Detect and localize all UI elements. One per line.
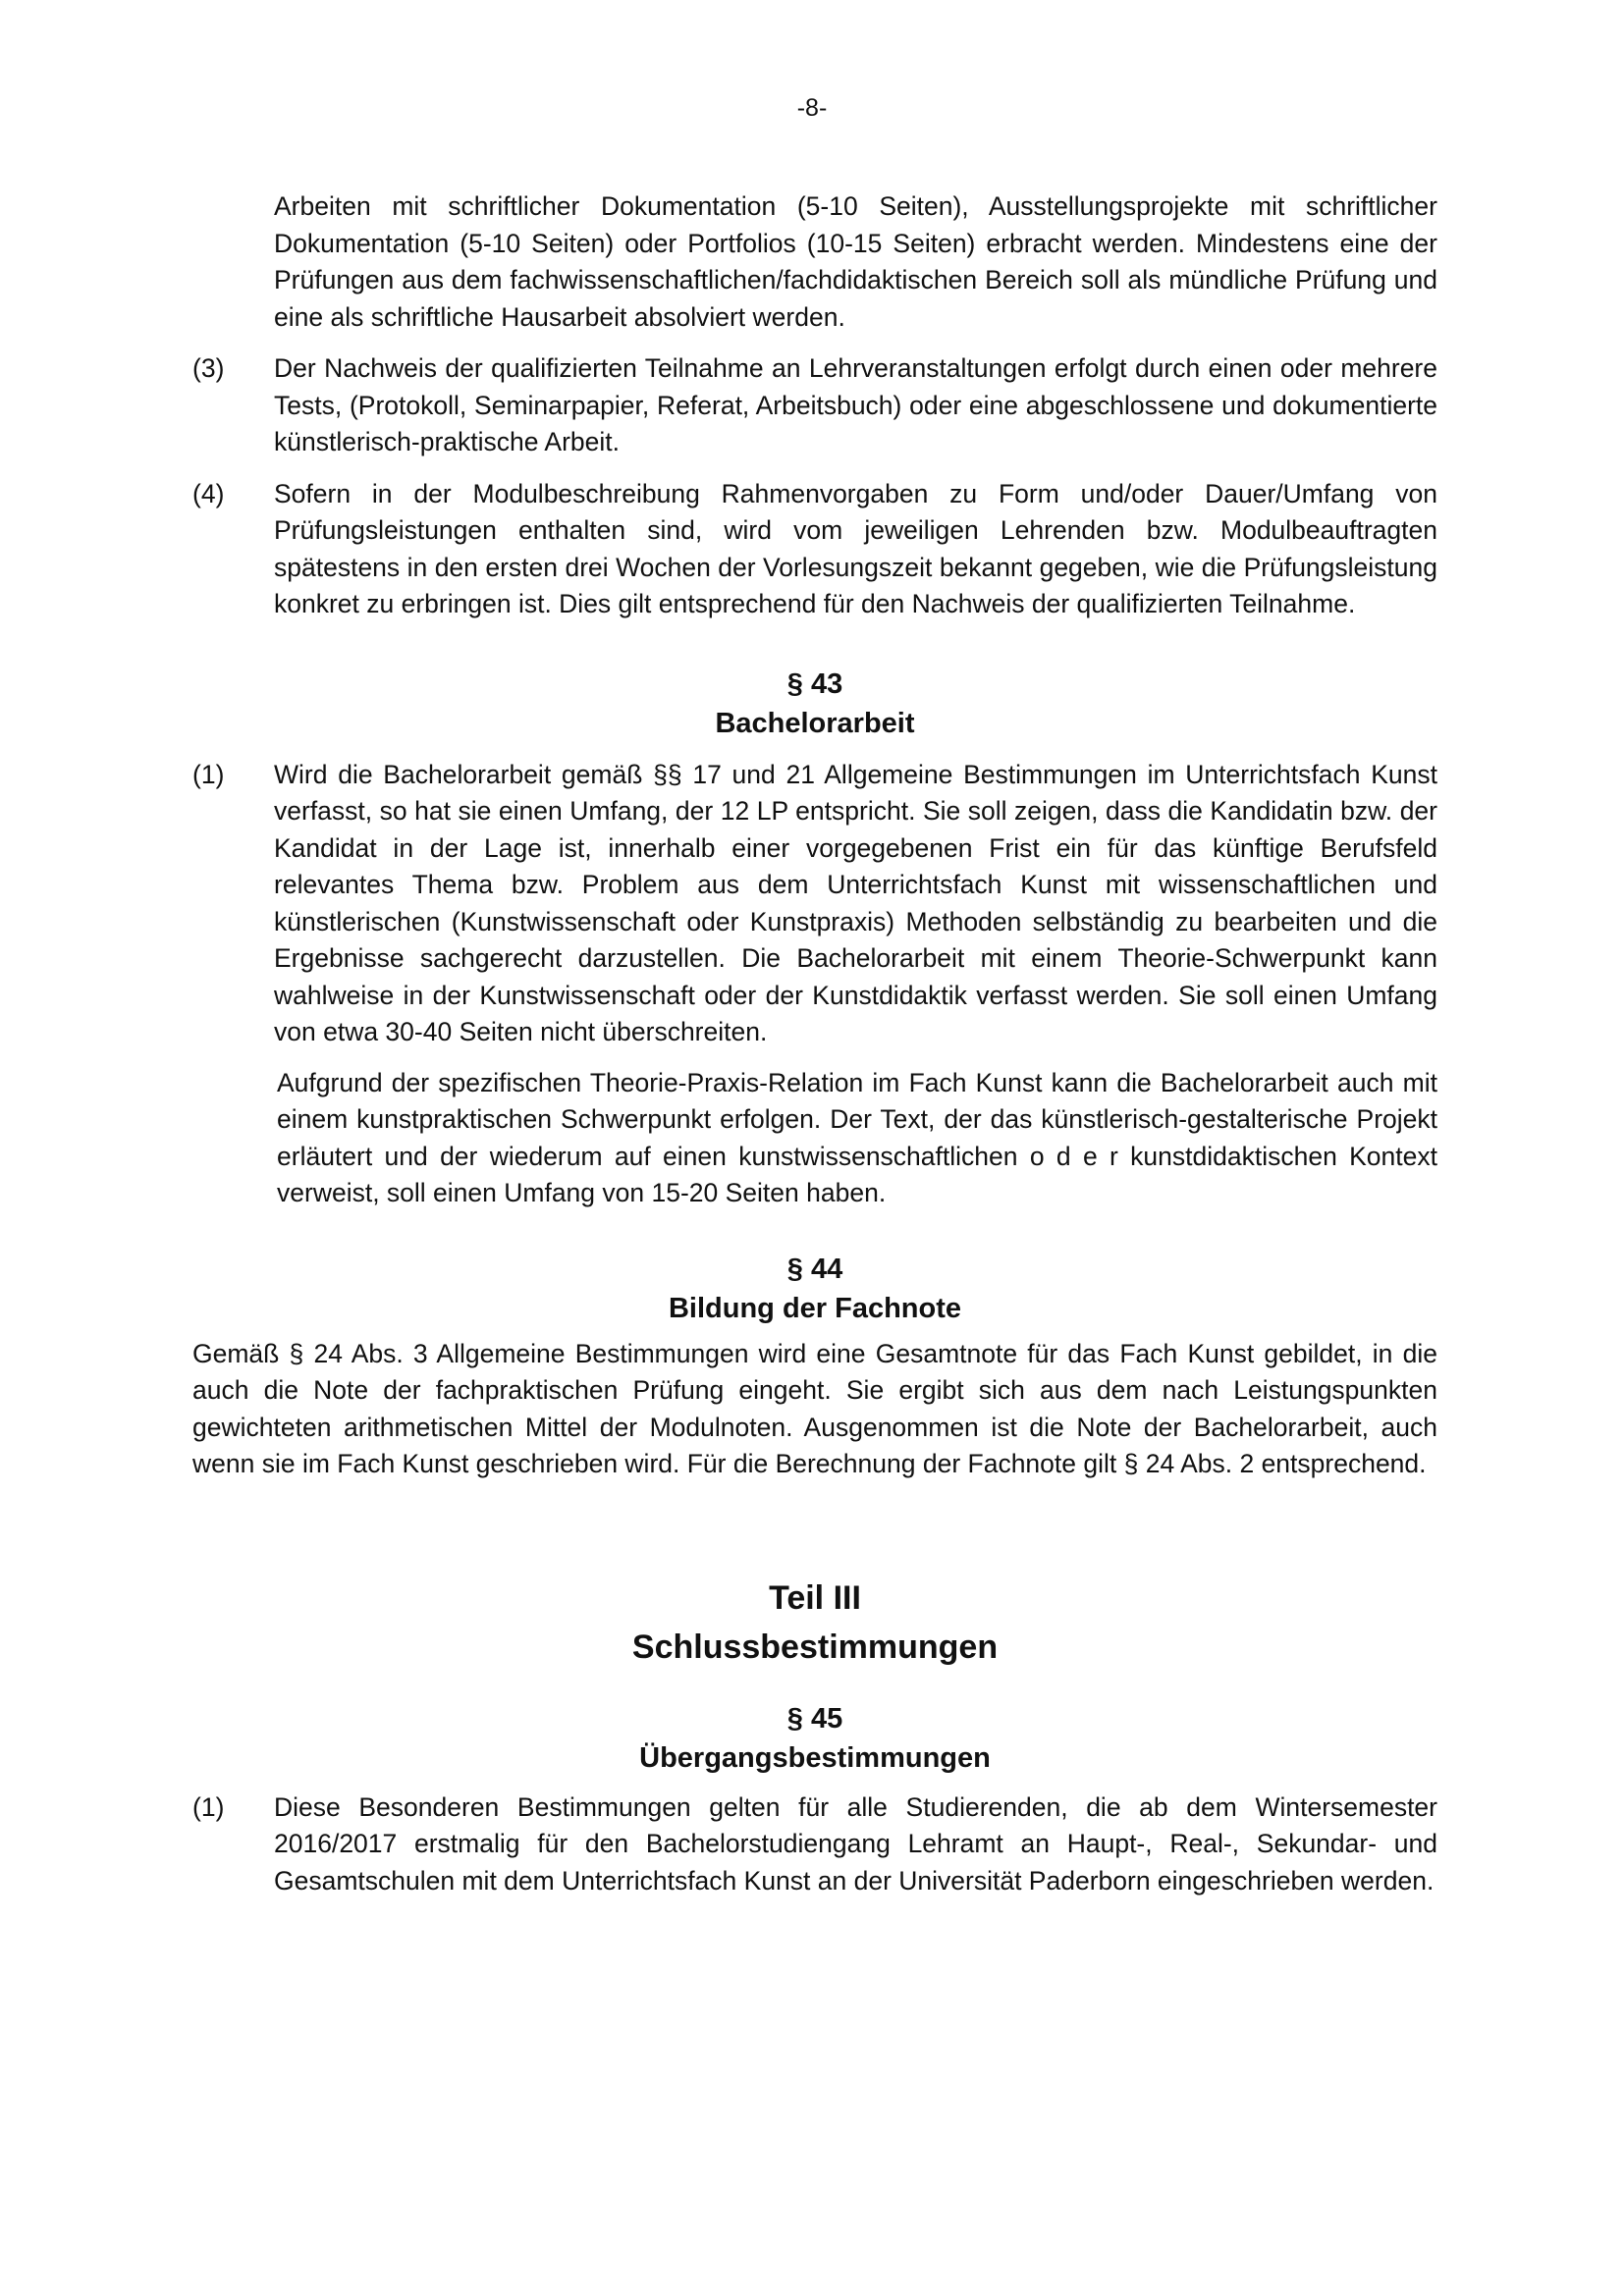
item-number: (1) bbox=[192, 759, 225, 789]
intro-paragraph: Arbeiten mit schriftlicher Dokumentation (5-10 Seiten), Ausstellungsprojekte mit schriftlicher Dokumentation (5-10 Seiten) oder Portfolios (10-15 Seiten) erbracht werden. Mindestens eine der Prüfungen aus dem fachwissenschaftlichen/fachdidaktischen Bereich soll als mündliche Prüfung und eine als schriftliche Hausarbeit absolviert werden. bbox=[274, 191, 1437, 332]
page-content bbox=[192, 188, 1437, 1899]
page-number: -8- bbox=[796, 94, 828, 122]
part-label: Teil III bbox=[769, 1578, 861, 1617]
item-number: (4) bbox=[192, 478, 225, 508]
section-title: Bildung der Fachnote bbox=[668, 1292, 962, 1324]
sub-paragraph: Aufgrund der spezifischen Theorie-Praxis-Relation im Fach Kunst kann die Bachelorarbeit auch mit einem kunstpraktischen Schwerpunkt erfolgen. Der Text, der das künstlerisch-gestalterische Projekt erläutert und der wiederum auf einen kunstwissenschaftlichen o d e r kunstdidaktischen Kontext verweist, soll einen Umfang von 15-20 Seiten haben. bbox=[277, 1067, 1437, 1207]
list-item bbox=[192, 350, 1437, 461]
section-title: Bachelorarbeit bbox=[715, 707, 915, 739]
item-text: Wird die Bachelorarbeit gemäß §§ 17 und 21 Allgemeine Bestimmungen im Unterrichtsfach Kunst verfasst, so hat sie einen Umfang, der 12 LP entspricht. Sie soll zeigen, dass die Kandidatin bzw. der Kandidat in der Lage ist, innerhalb einer vorgegebenen Frist ein für das künftige Berufsfeld relevantes Thema bzw. Problem aus dem Unterrichtsfach Kunst mit wissenschaftlichen und künstlerischen (Kunstwissenschaft oder Kunstpraxis) Methoden selbständig zu bearbeiten und die Ergebnisse sachgerecht darzustellen. Die Bachelorarbeit mit einem Theorie-Schwerpunkt kann wahlweise in der Kunstwissenschaft oder der Kunstdidaktik verfasst werden. Sie soll einen Umfang von etwa 30-40 Seiten nicht überschreiten. bbox=[274, 759, 1437, 1046]
section-number: § 43 bbox=[786, 667, 843, 700]
list-item bbox=[192, 1789, 1437, 1900]
section-title: Übergangsbestimmungen bbox=[639, 1741, 991, 1774]
section-heading-44 bbox=[192, 1250, 1437, 1328]
list-item bbox=[192, 757, 1437, 1051]
section-heading-43 bbox=[192, 665, 1437, 743]
part-heading bbox=[192, 1574, 1437, 1672]
item-text: Diese Besonderen Bestimmungen gelten für alle Studierenden, die ab dem Wintersemester 2016/2017 erstmalig für den Bachelorstudiengang Lehramt an Haupt-, Real-, Sekundar- und Gesamtschulen mit dem Unterrichtsfach Kunst an der Universität Paderborn eingeschrieben werden. bbox=[274, 1791, 1437, 1896]
section-number: § 44 bbox=[786, 1253, 843, 1285]
part-title: Schlussbestimmungen bbox=[631, 1628, 999, 1666]
section-heading-45 bbox=[192, 1699, 1437, 1778]
section-paragraph: Gemäß § 24 Abs. 3 Allgemeine Bestimmungen wird eine Gesamtnote für das Fach Kunst gebildet, in die auch die Note der fachpraktischen Prüfung eingeht. Sie ergibt sich aus dem nach Leistungspunkten gewichteten arithmetischen Mittel der Modulnoten. Ausgenommen ist die Note der Bachelorarbeit, auch wenn sie im Fach Kunst geschrieben wird. Für die Berechnung der Fachnote gilt § 24 Abs. 2 entsprechend. bbox=[192, 1338, 1437, 1478]
list-item bbox=[192, 476, 1437, 623]
item-text: Der Nachweis der qualifizierten Teilnahme an Lehrveranstaltungen erfolgt durch einen oder mehrere Tests, (Protokoll, Seminarpapier, Referat, Arbeitsbuch) oder eine abgeschlossene und dokumentierte künstlerisch-praktische Arbeit. bbox=[274, 353, 1437, 456]
item-text: Sofern in der Modulbeschreibung Rahmenvorgaben zu Form und/oder Dauer/Umfang von Prüfungsleistungen enthalten sind, wird vom jeweiligen Lehrenden bzw. Modulbeauftragten spätestens in den ersten drei Wochen der Vorlesungszeit bekannt gegeben, wie die Prüfungsleistung konkret zu erbringen ist. Dies gilt entsprechend für den Nachweis der qualifizierten Teilnahme. bbox=[274, 478, 1437, 618]
item-number: (3) bbox=[192, 353, 225, 383]
item-number: (1) bbox=[192, 1791, 225, 1822]
section-number: § 45 bbox=[786, 1702, 843, 1735]
